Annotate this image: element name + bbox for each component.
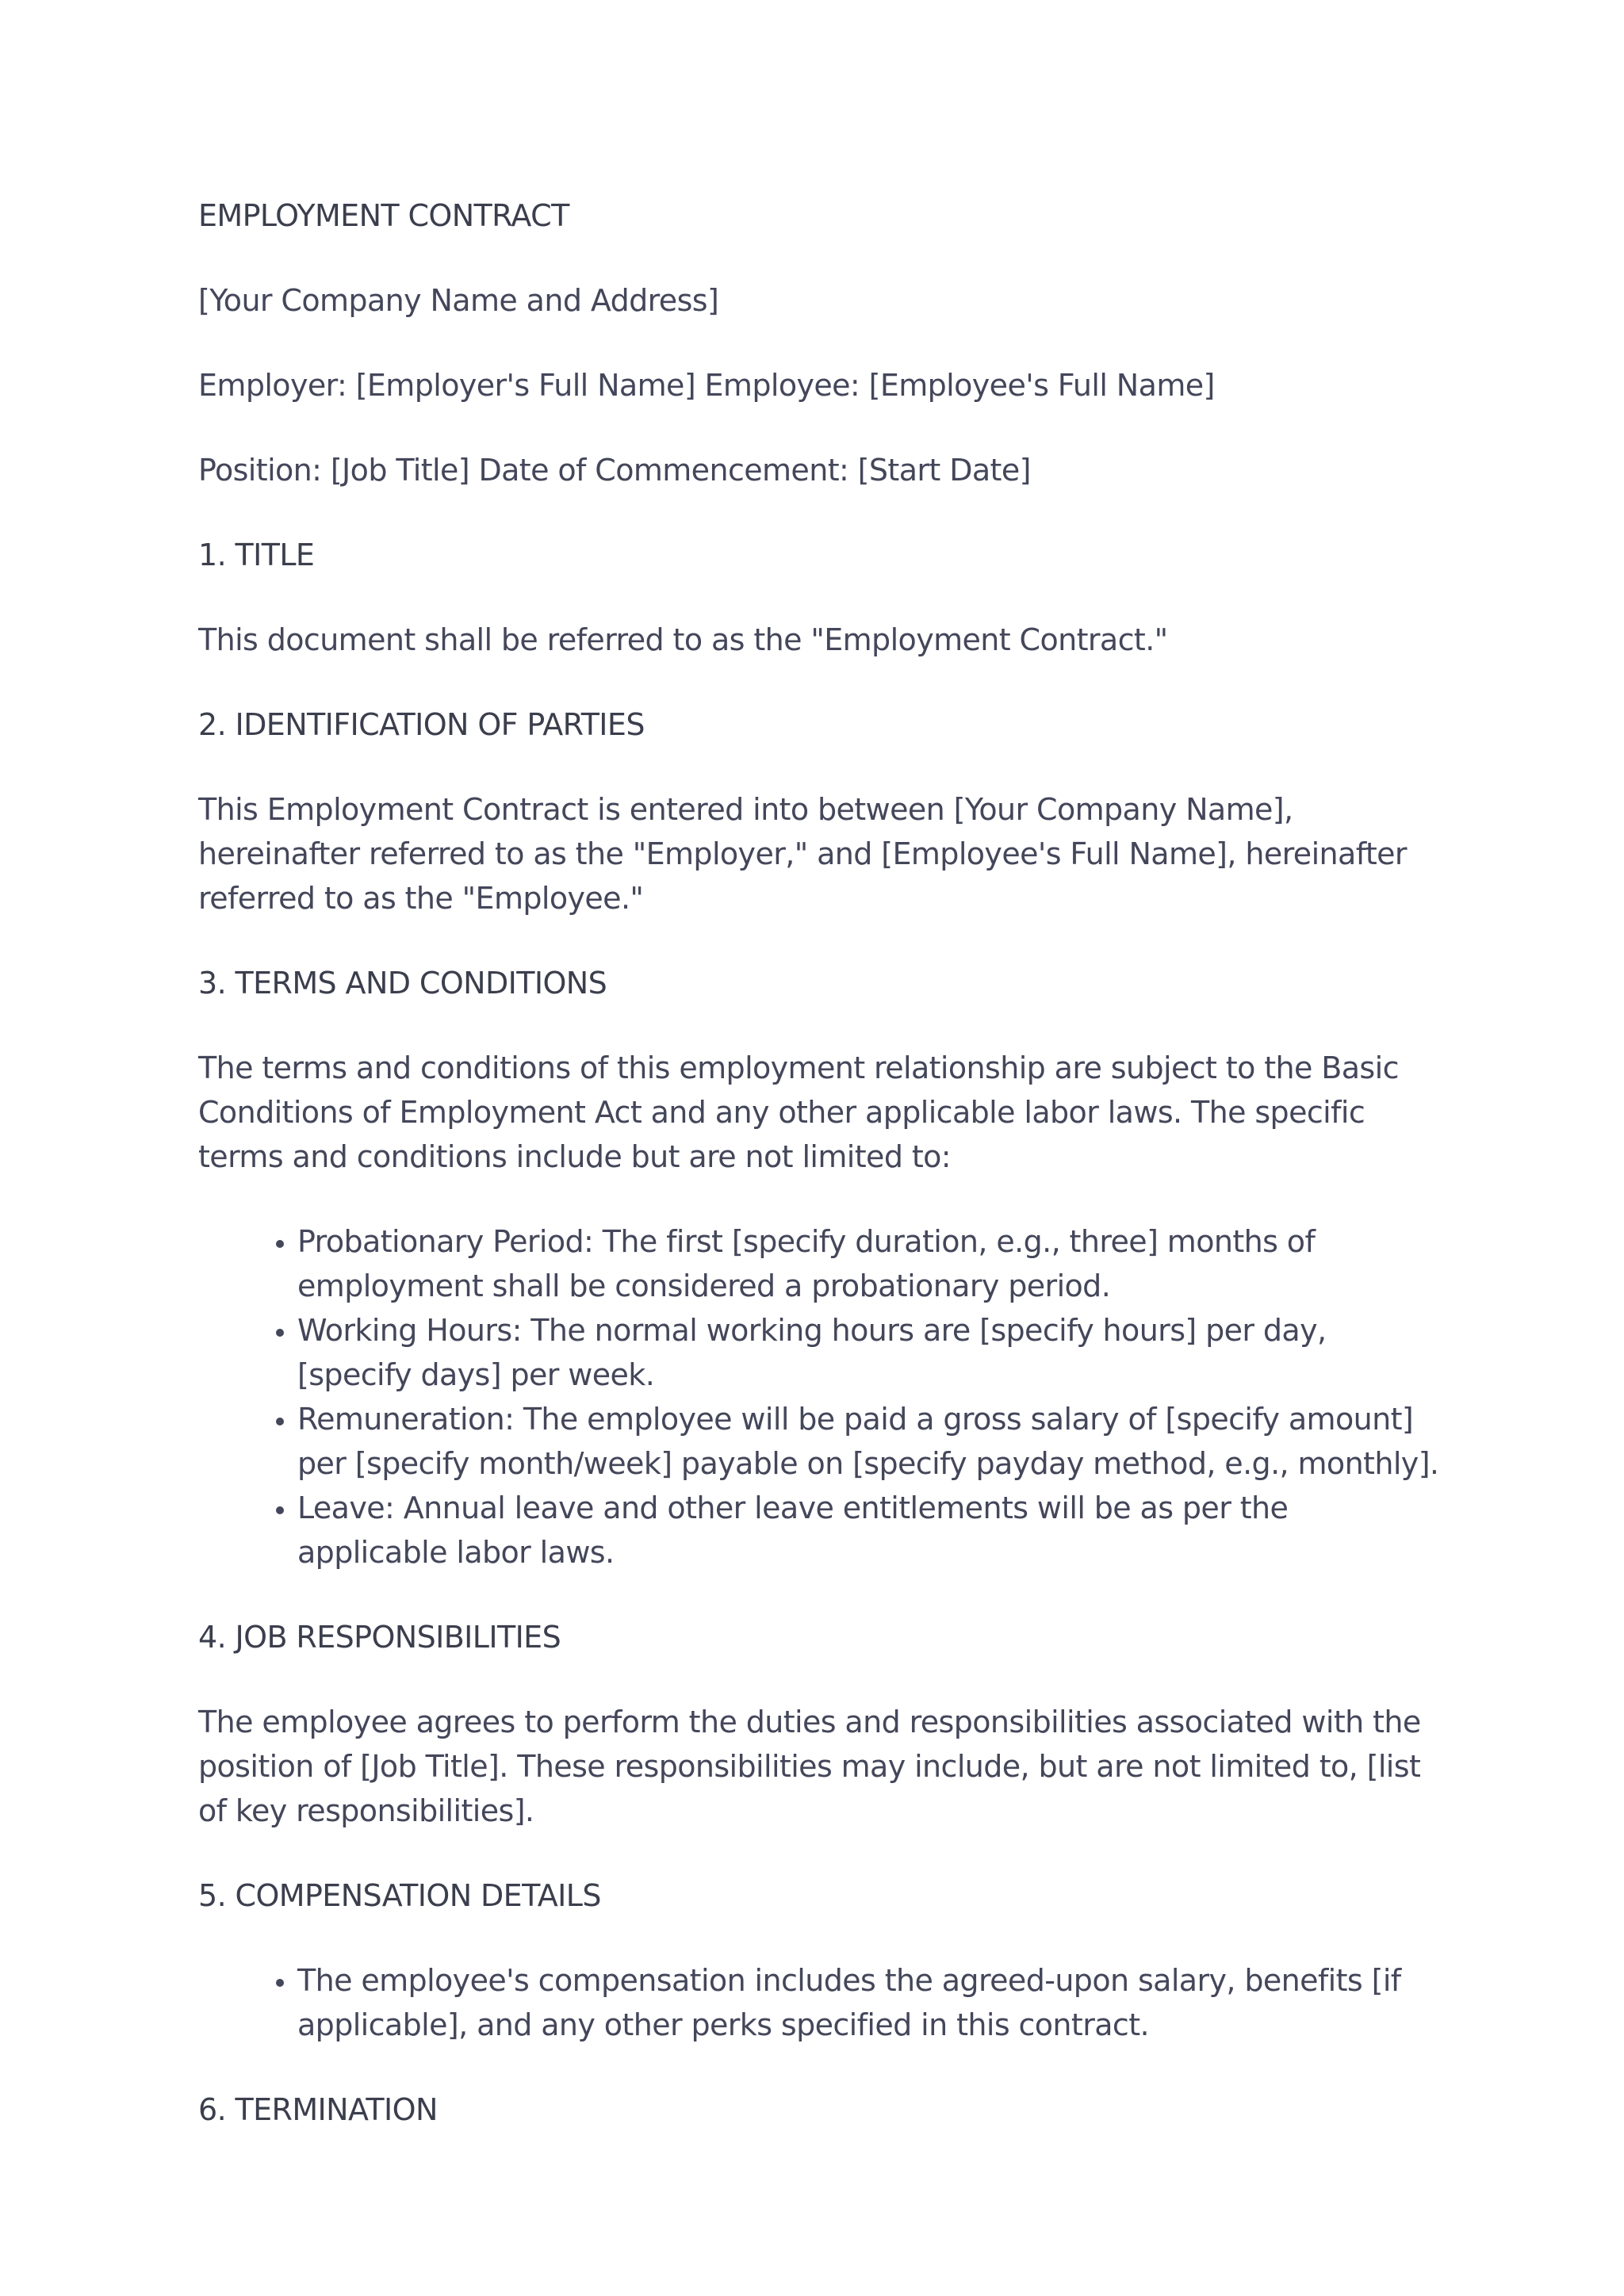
position-line: Position: [Job Title] Date of Commencement: [Start Date]: [198, 453, 1031, 488]
list-item-remuneration: • Remuneration: The employee will be paid a gross salary of [specify amount] per [specify month/week] payable on [specify payday method, e.g., monthly].: [297, 1397, 1443, 1486]
section-heading-termination: 6. TERMINATION: [198, 2092, 438, 2127]
section-body-terms: The terms and conditions of this employment relationship are subject to the Basic Conditions of Employment Act and any other applicable labor laws. The specific terms and conditions include but are not limited to:: [198, 1050, 1399, 1174]
list-item-probationary: • Probationary Period: The first [specify duration, e.g., three] months of employment shall be considered a probationary period.: [297, 1219, 1443, 1308]
document-title: EMPLOYMENT CONTRACT: [198, 198, 569, 233]
contract-body: [198, 193, 1443, 2172]
section-heading-terms: 3. TERMS AND CONDITIONS: [198, 966, 607, 1001]
section-heading-responsibilities: 4. JOB RESPONSIBILITIES: [198, 1620, 561, 1655]
company-line: [Your Company Name and Address]: [198, 283, 719, 318]
section-heading-title: 1. TITLE: [198, 538, 315, 572]
section-heading-identification: 2. IDENTIFICATION OF PARTIES: [198, 707, 645, 742]
section-body-title: This document shall be referred to as the "Employment Contract.": [198, 622, 1168, 657]
parties-line: Employer: [Employer's Full Name] Employee: [Employee's Full Name]: [198, 368, 1215, 403]
list-item-compensation: • The employee's compensation includes the agreed-upon salary, benefits [if applicable], and any other perks specified in this contract.: [297, 1958, 1443, 2047]
section-heading-compensation: 5. COMPENSATION DETAILS: [198, 1878, 601, 1913]
list-item-working-hours: • Working Hours: The normal working hours are [specify hours] per day, [specify days] per week.: [297, 1308, 1443, 1397]
compensation-list: [198, 1958, 1443, 2047]
section-body-responsibilities: The employee agrees to perform the duties and responsibilities associated with the position of [Job Title]. These responsibilities may include, but are not limited to, [list of key responsibilities].: [198, 1705, 1421, 1828]
terms-list: [198, 1219, 1443, 1575]
list-item-leave: • Leave: Annual leave and other leave entitlements will be as per the applicable labor laws.: [297, 1486, 1443, 1575]
section-body-identification: This Employment Contract is entered into between [Your Company Name], hereinafter referred to as the "Employer," and [Employee's Full Name], hereinafter referred to as the "Employee.": [198, 792, 1407, 916]
